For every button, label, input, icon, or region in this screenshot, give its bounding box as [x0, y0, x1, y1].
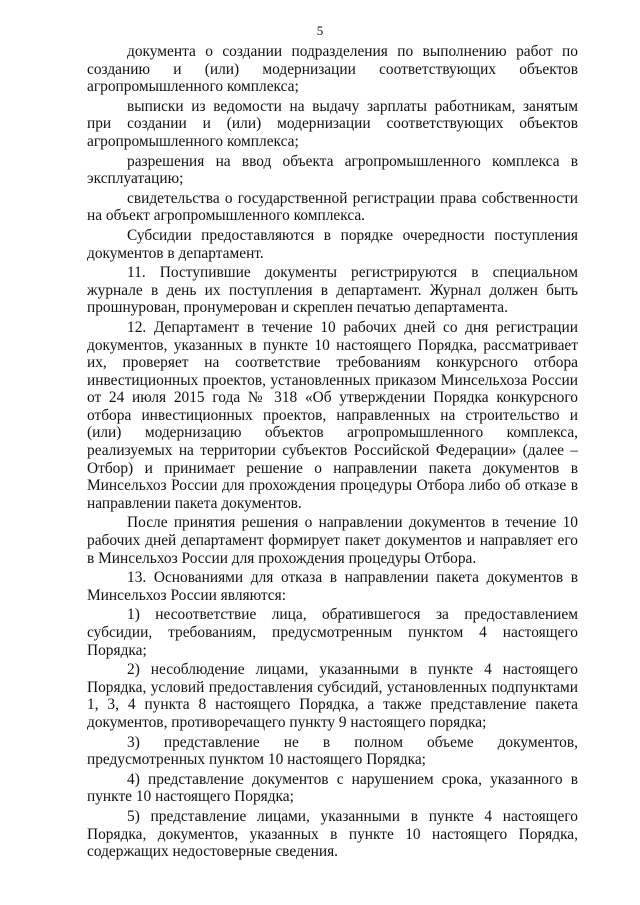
paragraph: 12. Департамент в течение 10 рабочих дней со дня регистрации документов, указанных в пункте 10 настоящего Порядка, рассматривает их, проверяет на соответствие требованиям конкурсного отбора инвестиционных проектов, установленных приказом Минсельхоза России от 24 июля 2015 года № 318 «Об утверждении Порядка конкурсного отбора инвестиционных проектов, направленных на строительство и (или) модернизацию объектов агропромышленного комплекса, реализуемых на территории субъектов Российской Федерации» (далее – Отбор) и принимает решение о направлении пакета документов в Минсельхоз России для прохождения процедуры Отбора либо об отказе в направлении пакета документов. — [87, 318, 578, 512]
page-number: 5 — [316, 23, 324, 38]
list-item: 2) несоблюдение лицами, указанными в пункте 4 настоящего Порядка, условий предоставления субсидий, установленных подпунктами 1, 3, 4 пункта 8 настоящего Порядка, а также представление пакета документов, противоречащего пункту 9 настоящего порядка; — [87, 661, 578, 731]
paragraph: разрешения на ввод объекта агропромышленного комплекса в эксплуатацию; — [87, 152, 578, 188]
document-body — [87, 43, 578, 861]
paragraph: После принятия решения о направлении документов в течение 10 рабочих дней департамент формирует пакет документов и направляет его в Минсельхоз России для прохождения процедуры Отбора. — [87, 514, 578, 567]
list-item: 1) несоответствие лица, обратившегося за предоставлением субсидии, требованиям, предусмотренным пунктом 4 настоящего Порядка; — [87, 606, 578, 659]
paragraph: выписки из ведомости на выдачу зарплаты работникам, занятым при создании и (или) модернизации соответствующих объектов агропромышленного комплекса; — [87, 97, 578, 150]
list-item: 3) представление не в полном объеме документов, предусмотренных пунктом 10 настоящего Порядка; — [87, 733, 578, 769]
paragraph: 13. Основаниями для отказа в направлении пакета документов в Минсельхоз России являются: — [87, 569, 578, 604]
paragraph: документа о создании подразделения по выполнению работ по созданию и (или) модернизации соответствующих объектов агропромышленного комплекса; — [87, 43, 578, 96]
list-item: 4) представление документов с нарушением срока, указанного в пункте 10 настоящего Порядка; — [87, 770, 578, 806]
paragraph: свидетельства о государственной регистрации права собственности на объект агропромышленного комплекса. — [87, 189, 578, 225]
paragraph: Субсидии предоставляются в порядке очередности поступления документов в департамент. — [87, 226, 578, 262]
paragraph: 11. Поступившие документы регистрируются в специальном журнале в день их поступления в департамент. Журнал должен быть прошнурован, пронумерован и скреплен печатью департамента. — [87, 264, 578, 317]
list-item: 5) представление лицами, указанными в пункте 4 настоящего Порядка, документов, указанных в пункте 10 настоящего Порядка, содержащих недостоверные сведения. — [87, 807, 578, 861]
